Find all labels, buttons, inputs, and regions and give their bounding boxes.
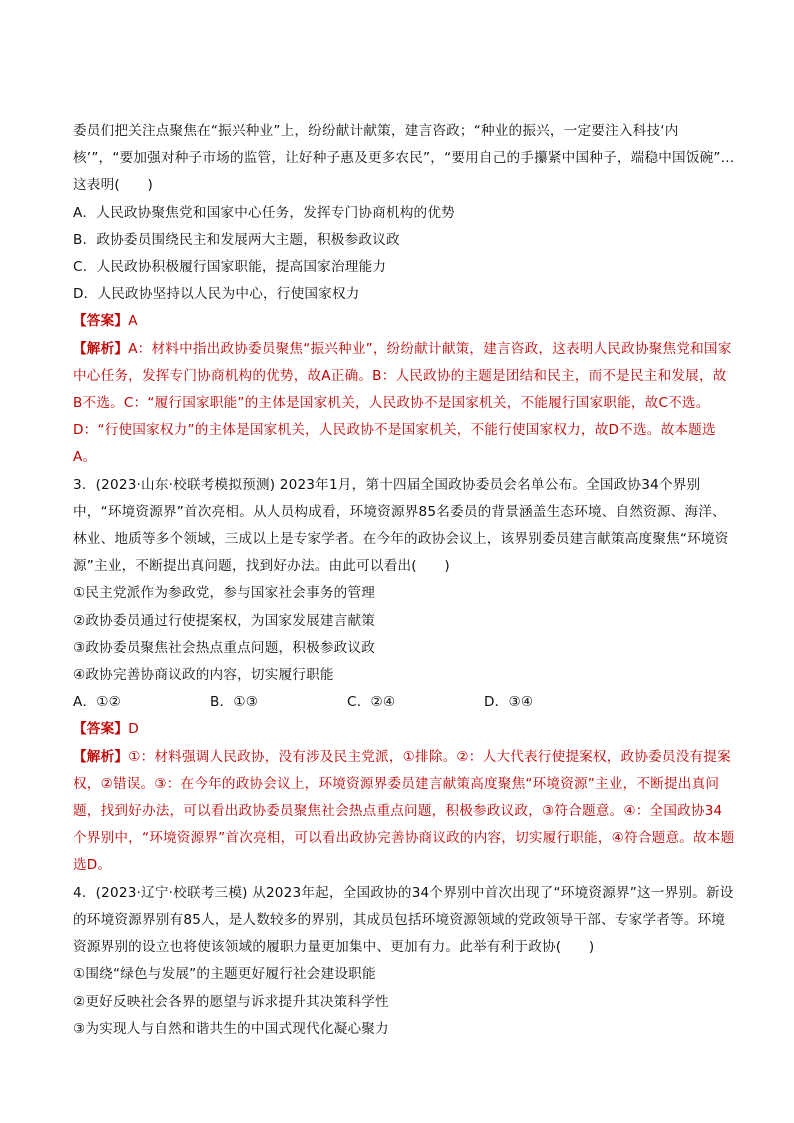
q2-answer <box>73 308 735 335</box>
answer-value: D <box>128 721 139 738</box>
q3-option-b: B．①③ <box>210 694 259 711</box>
q3-option-a: A．①② <box>73 694 122 711</box>
q2-option-c: C．人民政协积极履行国家职能，提高国家治理能力 <box>73 259 387 276</box>
q3-item-2: ②政协委员通过行使提案权，为国家发展建言献策 <box>73 612 376 629</box>
q3-stem: 3．(2023·山东·校联考模拟预测) 2023年1月，第十四届全国政协委员会名单公布。全国政协34个界别中，“环境资源界”首次亮相。从人员构成看，环境资源界85名委员的背景涵盖生态环境、自然资源、海洋、林业、地质等多个领域，三成以上是专家学者。在今年的政协会议上，该界别委员建言献策高度聚焦“环境资源”主业，不断提出真问题，找到好办法。由此可以看出( ) <box>73 476 729 575</box>
q3-answer <box>73 716 735 743</box>
q4-item-2: ②更好反映社会各界的愿望与诉求提升其决策科学性 <box>73 993 389 1010</box>
analysis-text: ①：材料强调人民政协，没有涉及民主党派，①排除。②：人大代表行使提案权，政协委员没有提案权，②错误。③：在今年的政协会议上，环境资源界委员建言献策高度聚焦“环境资源”主业，不断提出真问题，找到好办法，可以看出政协委员聚焦社会热点重点问题，积极参政议政，③符合题意。④：全国政协34个界别中，“环境资源界”首次亮相，可以看出政协完善协商议政的内容，切实履行职能，④符合题意。故本题选D。 <box>73 748 735 874</box>
q2-option-b: B．政协委员围绕民主和发展两大主题，积极参政议政 <box>73 231 400 248</box>
q3-item-3: ③政协委员聚焦社会热点重点问题，积极参政议政 <box>73 639 376 656</box>
q3-options <box>73 689 735 716</box>
answer-tag: 【答案】 <box>73 721 129 738</box>
analysis-tag: 【解析】 <box>73 340 129 357</box>
q2-option-d: D．人民政协坚持以人民为中心，行使国家权力 <box>73 286 360 303</box>
answer-value: A <box>128 313 138 330</box>
q3-item-1: ①民主党派作为参政党，参与国家社会事务的管理 <box>73 585 376 602</box>
q2-stem: 委员们把关注点聚焦在“振兴种业”上，纷纷献计献策，建言咨政；“种业的振兴，一定要注入科技‘内核’”，“要加强对种子市场的监管，让好种子惠及更多农民”，“要用自己的手攥紧中国种子，端稳中国饭碗”…这表明( ) <box>73 123 735 194</box>
document-page <box>73 118 735 1043</box>
q3-option-c: C．②④ <box>347 694 396 711</box>
q2-analysis <box>73 336 735 472</box>
q4-item-3: ③为实现人与自然和谐共生的中国式现代化凝心聚力 <box>73 1020 389 1037</box>
analysis-text: A：材料中指出政协委员聚焦“振兴种业”，纷纷献计献策，建言咨政，这表明人民政协聚焦党和国家中心任务，发挥专门协商机构的优势，故A正确。B：人民政协的主题是团结和民主，而不是民主和发展，故B不选。C：“履行国家职能”的主体是国家机关，人民政协不是国家机关，不能履行国家职能，故C不选。D：“行使国家权力”的主体是国家机关，人民政协不是国家机关，不能行使国家权力，故D不选。故本题选A。 <box>73 340 732 466</box>
q3-analysis <box>73 744 735 880</box>
q3-option-d: D．③④ <box>484 694 534 711</box>
q3-item-4: ④政协完善协商议政的内容，切实履行职能 <box>73 667 334 684</box>
q4-item-1: ①围绕“绿色与发展”的主题更好履行社会建设职能 <box>73 966 376 983</box>
q4-stem: 4．(2023·辽宁·校联考三模) 从2023年起，全国政协的34个界别中首次出现了“环境资源界”这一界别。新设的环境资源界别有85人，是人数较多的界别，其成员包括环境资源领域的党政领导干部、专家学者等。环境资源界别的设立也将使该领域的履职力量更加集中、更加有力。此举有利于政协( ) <box>73 884 734 956</box>
q2-option-a: A．人民政协聚焦党和国家中心任务，发挥专门协商机构的优势 <box>73 204 455 221</box>
answer-tag: 【答案】 <box>73 313 129 330</box>
analysis-tag: 【解析】 <box>73 748 129 765</box>
